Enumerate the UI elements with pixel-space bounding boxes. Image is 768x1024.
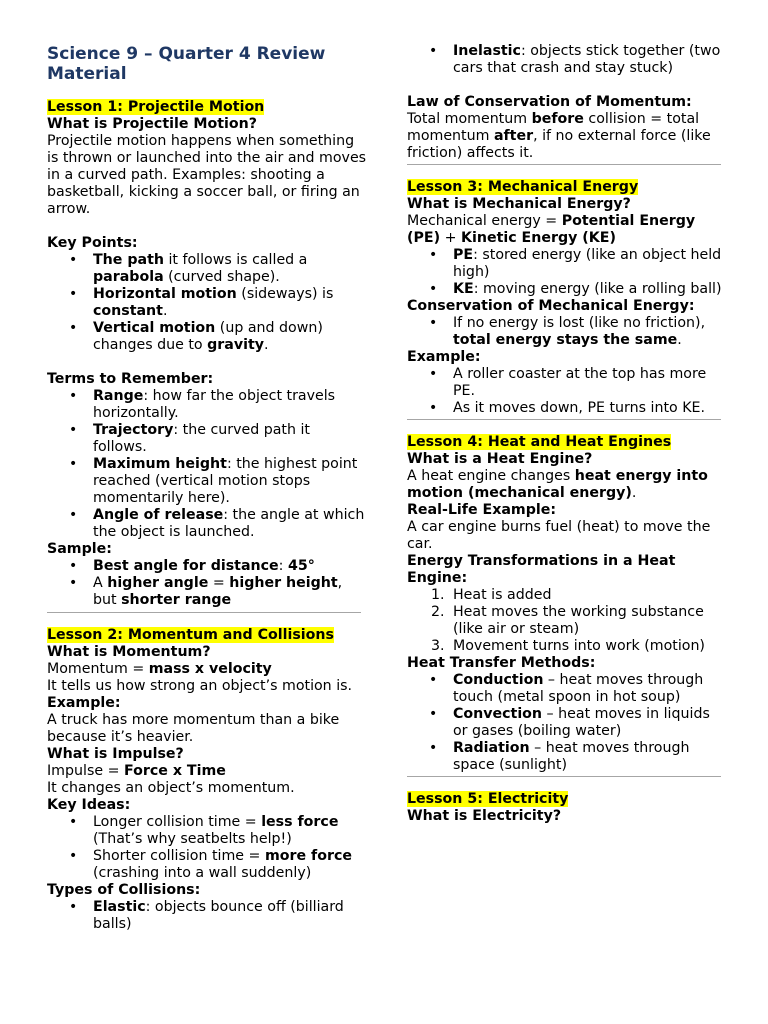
lesson-4-heading: Lesson 4: Heat and Heat Engines xyxy=(407,434,672,450)
terms-list xyxy=(47,388,367,541)
electricity-question: What is Electricity? xyxy=(407,808,562,824)
lesson-3-heading: Lesson 3: Mechanical Energy xyxy=(407,179,639,195)
impulse-question: What is Impulse? xyxy=(47,746,184,762)
list-item: • Convection – heat moves in liquids or gases (boiling water) xyxy=(407,706,727,740)
list-item: • Trajectory: the curved path it follows. xyxy=(47,422,367,456)
impulse-formula: Impulse = Force x Time xyxy=(47,763,226,779)
conservation-energy-heading: Conservation of Mechanical Energy: xyxy=(407,298,695,314)
list-item: • Conduction – heat moves through touch (metal spoon in hot soup) xyxy=(407,672,727,706)
list-item: • Maximum height: the highest point reached (vertical motion stops momentarily here). xyxy=(47,456,367,507)
list-item: • Radiation – heat moves through space (sunlight) xyxy=(407,740,727,774)
momentum-formula: Momentum = mass x velocity xyxy=(47,661,272,677)
mechanical-energy-question: What is Mechanical Energy? xyxy=(407,196,631,212)
list-item: • The path it follows is called a parabola (curved shape). xyxy=(47,252,367,286)
collision-types-heading: Types of Collisions: xyxy=(47,882,201,898)
list-item: • As it moves down, PE turns into KE. xyxy=(407,400,727,417)
lesson-1-intro: Projectile motion happens when something is thrown or launched into the air and moves in a curved path. Examples: shooting a basketball, kicking a soccer ball, or firing an arrow. xyxy=(47,133,367,217)
mechanical-energy-definition: Mechanical energy = Potential Energy (PE) + Kinetic Energy (KE) xyxy=(407,213,696,246)
conservation-momentum-heading: Law of Conservation of Momentum: xyxy=(407,94,692,110)
heat-transfer-list xyxy=(407,672,727,774)
lesson-1-question: What is Projectile Motion? xyxy=(47,116,257,132)
list-item: • KE: moving energy (like a rolling ball) xyxy=(407,281,727,298)
real-life-text: A car engine burns fuel (heat) to move the car. xyxy=(407,519,711,552)
momentum-description: It tells us how strong an object’s motion is. xyxy=(47,678,353,694)
energy-transformations-heading: Energy Transformations in a Heat Engine: xyxy=(407,553,676,586)
list-item: • Range: how far the object travels horizontally. xyxy=(47,388,367,422)
key-ideas-heading: Key Ideas: xyxy=(47,797,131,813)
right-column xyxy=(407,43,727,825)
heat-engine-definition: A heat engine changes heat energy into motion (mechanical energy). xyxy=(407,468,708,501)
terms-heading: Terms to Remember: xyxy=(47,371,214,387)
document-title: Science 9 – Quarter 4 Review Material xyxy=(47,44,326,84)
list-item: • Angle of release: the angle at which the object is launched. xyxy=(47,507,367,541)
collision-types-list-continued xyxy=(407,43,727,77)
list-item: • If no energy is lost (like no friction), total energy stays the same. xyxy=(407,315,727,349)
sample-heading: Sample: xyxy=(47,541,112,557)
list-item: • Vertical motion (up and down) changes due to gravity. xyxy=(47,320,367,354)
left-column xyxy=(47,99,367,933)
energy-types-list xyxy=(407,247,727,298)
list-item: • Elastic: objects bounce off (billiard balls) xyxy=(47,899,367,933)
energy-example-heading: Example: xyxy=(407,349,481,365)
energy-example-list xyxy=(407,366,727,417)
list-item: • A higher angle = higher height, but shorter range xyxy=(47,575,367,609)
list-item: • A roller coaster at the top has more PE. xyxy=(407,366,727,400)
lesson-5-heading: Lesson 5: Electricity xyxy=(407,791,569,807)
heat-engine-question: What is a Heat Engine? xyxy=(407,451,593,467)
key-points-heading: Key Points: xyxy=(47,235,138,251)
list-item: • PE: stored energy (like an object held high) xyxy=(407,247,727,281)
momentum-example-text: A truck has more momentum than a bike because it’s heavier. xyxy=(47,712,340,745)
lesson-2-heading: Lesson 2: Momentum and Collisions xyxy=(47,627,334,643)
sample-list xyxy=(47,558,367,609)
list-item: Heat moves the working substance (like air or steam) xyxy=(453,604,704,637)
list-item: Heat is added xyxy=(453,587,552,603)
heat-transfer-heading: Heat Transfer Methods: xyxy=(407,655,596,671)
list-item: • Longer collision time = less force (That’s why seatbelts help!) xyxy=(47,814,367,848)
conservation-momentum-text: Total momentum before collision = total momentum after, if no external force (like friction) affects it. xyxy=(407,111,711,161)
momentum-question: What is Momentum? xyxy=(47,644,211,660)
conservation-energy-list xyxy=(407,315,727,349)
collision-types-list xyxy=(47,899,367,933)
list-item: • Best angle for distance: 45° xyxy=(47,558,367,575)
real-life-heading: Real-Life Example: xyxy=(407,502,557,518)
energy-transformations-list xyxy=(407,587,727,655)
key-ideas-list xyxy=(47,814,367,882)
momentum-example-heading: Example: xyxy=(47,695,121,711)
lesson-1-heading: Lesson 1: Projectile Motion xyxy=(47,99,265,115)
key-points-list xyxy=(47,252,367,354)
list-item: • Horizontal motion (sideways) is constant. xyxy=(47,286,367,320)
list-item: • Shorter collision time = more force (crashing into a wall suddenly) xyxy=(47,848,367,882)
list-item: • Inelastic: objects stick together (two cars that crash and stay stuck) xyxy=(407,43,727,77)
list-item: Movement turns into work (motion) xyxy=(453,638,705,654)
impulse-description: It changes an object’s momentum. xyxy=(47,780,295,796)
